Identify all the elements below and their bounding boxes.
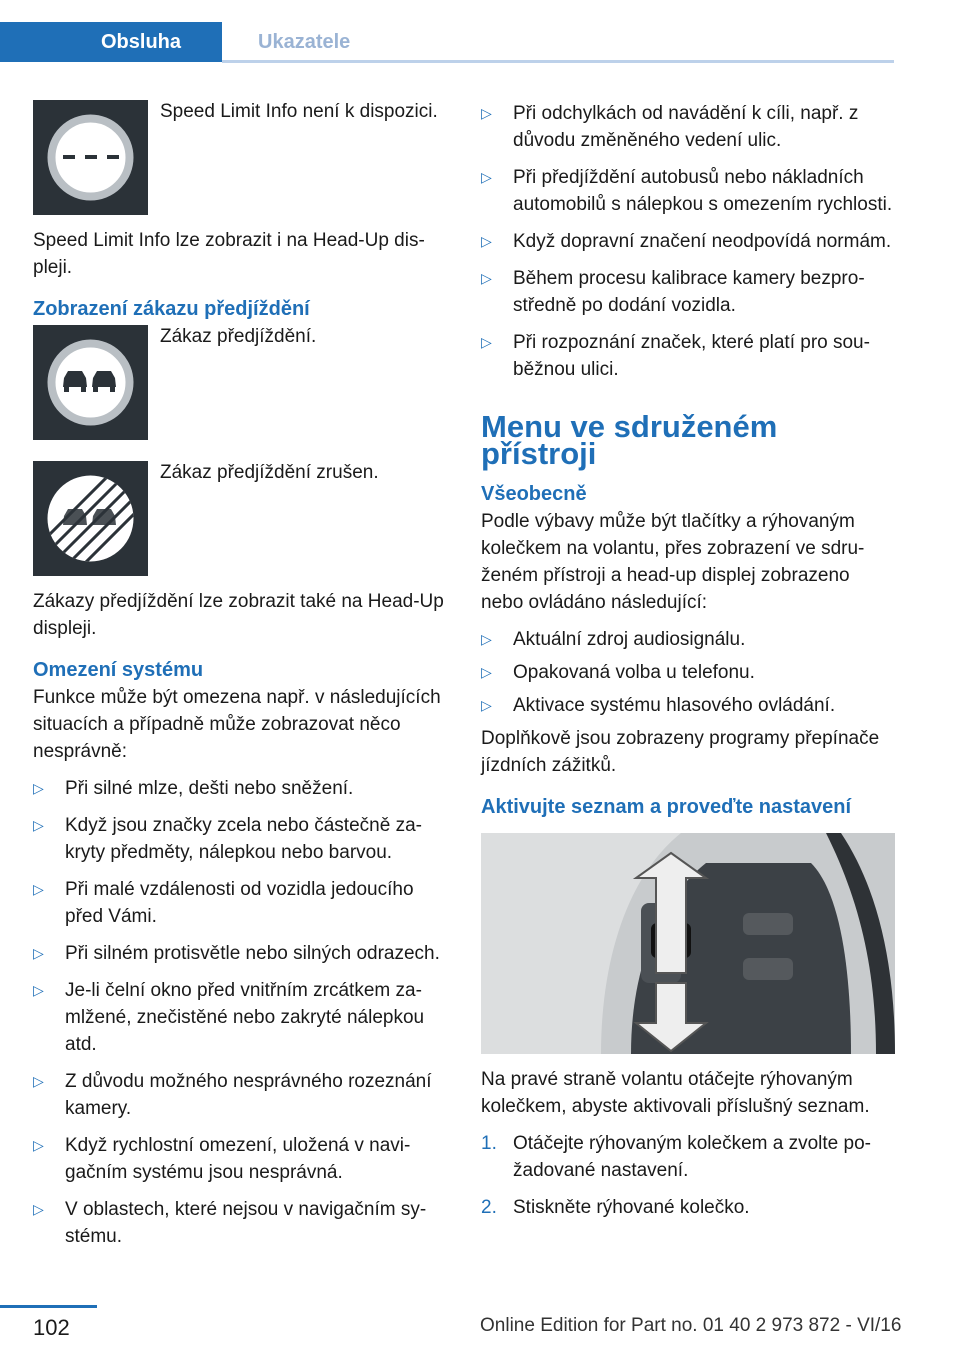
list-item-text: Když rychlostní omezení, uložená v navigačním systému jsou nesprávná. <box>65 1135 411 1183</box>
list-item <box>481 164 896 218</box>
right-column <box>481 100 896 1231</box>
step-number: 1. <box>481 1133 497 1154</box>
list-item-text: Aktivace systému hlasového ovládání. <box>513 695 836 716</box>
list-item-text: V oblastech, které nejsou v navigačním systému. <box>65 1199 427 1247</box>
list-item <box>33 812 448 866</box>
list-item-text: Opakovaná volba u telefonu. <box>513 662 755 683</box>
section-heading: Všeobecně <box>481 483 587 505</box>
sign-row-no-overtaking <box>33 325 448 440</box>
step-text: Stiskněte rýhované kolečko. <box>513 1197 750 1218</box>
paragraph: Na pravé straně volantu otáčejte rýhovaným kolečkem, abyste aktivovali příslušný seznam. <box>481 1069 870 1117</box>
list-item-text: Z důvodu možného nesprávného rozeznání kamery. <box>65 1071 432 1119</box>
tab-ukazatele[interactable] <box>222 22 894 62</box>
bullet-icon: ▷ <box>33 780 44 796</box>
list-item <box>481 626 896 653</box>
list-item-text: Při rozpoznání značek, které platí pro souběžnou ulici. <box>513 332 870 380</box>
list-item <box>33 977 448 1058</box>
paragraph: Zákazy předjíždění lze zobrazit také na Head-Up displeji. <box>33 591 444 639</box>
bullet-icon: ▷ <box>33 881 44 897</box>
bullet-icon: ▷ <box>481 270 492 286</box>
list-item <box>481 228 896 255</box>
list-item <box>481 1130 896 1184</box>
section-heading: Zobrazení zákazu předjíždění <box>33 298 310 320</box>
list-item <box>481 265 896 319</box>
bullet-icon: ▷ <box>481 631 492 647</box>
sign-row-no-overtaking-end <box>33 461 448 576</box>
tab-obsluha[interactable] <box>0 22 222 62</box>
list-item <box>33 1132 448 1186</box>
sign-caption: Zákaz předjíždění. <box>160 326 317 347</box>
list-item-text: Při odchylkách od navádění k cíli, např. z důvodu změněného vedení ulic. <box>513 103 859 151</box>
section-heading: Omezení systému <box>33 659 204 681</box>
list-item <box>33 775 448 802</box>
bullet-icon: ▷ <box>481 105 492 121</box>
list-item <box>33 1068 448 1122</box>
bullet-icon: ▷ <box>33 817 44 833</box>
list-item-text: Když dopravní značení neodpovídá normám. <box>513 231 892 252</box>
list-item <box>33 940 448 967</box>
bullet-icon: ▷ <box>481 169 492 185</box>
no-overtaking-end-sign-icon <box>33 461 148 576</box>
header-bar <box>0 0 960 62</box>
limitations-list <box>33 775 448 1250</box>
step-text: Otáčejte rýhovaným kolečkem a zvolte požadované nastavení. <box>513 1133 871 1181</box>
bullet-icon: ▷ <box>481 334 492 350</box>
bullet-icon: ▷ <box>33 1137 44 1153</box>
tab-obsluha-label: Obsluha <box>100 30 181 53</box>
list-item-text: Během procesu kalibrace kamery bezprostředně po dodání vozidla. <box>513 268 865 316</box>
bullet-icon: ▷ <box>33 945 44 961</box>
list-item <box>481 329 896 383</box>
menu-items-list <box>481 626 896 719</box>
bullet-icon: ▷ <box>33 982 44 998</box>
page-number: 102 <box>33 1315 70 1340</box>
paragraph: Speed Limit Info lze zobrazit i na Head-Up displeji. <box>33 230 425 278</box>
bullet-icon: ▷ <box>481 697 492 713</box>
steering-wheel-image <box>481 833 895 1054</box>
sign-row-speed-limit <box>33 100 448 215</box>
list-item-text: Když jsou značky zcela nebo částečně zakryty předměty, nálepkou nebo barvou. <box>65 815 422 863</box>
bullet-icon: ▷ <box>481 233 492 249</box>
sign-caption: Speed Limit Info není k dispozici. <box>160 101 438 122</box>
list-item-text: Je-li čelní okno před vnitřním zrcátkem zamlžené, znečistěné nebo zakryté nálepkou atd. <box>65 980 425 1055</box>
list-item <box>481 1194 896 1221</box>
step-number: 2. <box>481 1197 497 1218</box>
list-item <box>481 692 896 719</box>
bullet-icon: ▷ <box>481 664 492 680</box>
paragraph: Doplňkově jsou zobrazeny programy přepínače jízdních zážitků. <box>481 728 880 776</box>
limitations-list-cont <box>481 100 896 383</box>
footer-rule <box>0 1305 97 1308</box>
list-item-text: Aktuální zdroj audiosignálu. <box>513 629 746 650</box>
paragraph: Podle výbavy může být tlačítky a rýhovaným kolečkem na volantu, přes zobrazení ve sdruženém přístroji a head-up displej zobrazeno nebo ovládáno následující: <box>481 511 865 613</box>
list-item <box>33 1196 448 1250</box>
list-item <box>481 100 896 154</box>
speed-limit-unavailable-sign-icon <box>33 100 148 215</box>
bullet-icon: ▷ <box>33 1201 44 1217</box>
tab-ukazatele-label: Ukazatele <box>258 30 351 53</box>
bullet-icon: ▷ <box>33 1073 44 1089</box>
list-item <box>33 876 448 930</box>
list-item <box>481 659 896 686</box>
no-overtaking-sign-icon <box>33 325 148 440</box>
footer-note: Online Edition for Part no. 01 40 2 973 872 - VI/16 <box>480 1315 902 1336</box>
list-item-text: Při silném protisvětle nebo silných odrazech. <box>65 943 440 964</box>
paragraph: Funkce může být omezena např. v následujících situacích a případně může zobrazovat něco nesprávně: <box>33 687 441 762</box>
tab-underline <box>222 60 894 63</box>
list-item-text: Při silné mlze, dešti nebo sněžení. <box>65 778 354 799</box>
chapter-heading: Menu ve sdruženém přístroji <box>481 409 778 471</box>
sign-caption: Zákaz předjíždění zrušen. <box>160 462 379 483</box>
left-column <box>33 100 448 1260</box>
list-item-text: Při malé vzdálenosti od vozidla jedoucího před Vámi. <box>65 879 414 927</box>
steps-list <box>481 1130 896 1221</box>
section-heading: Aktivujte seznam a proveďte nastavení <box>481 796 852 818</box>
list-item-text: Při předjíždění autobusů nebo nákladních automobilů s nálepkou s omezením rychlosti. <box>513 167 893 215</box>
